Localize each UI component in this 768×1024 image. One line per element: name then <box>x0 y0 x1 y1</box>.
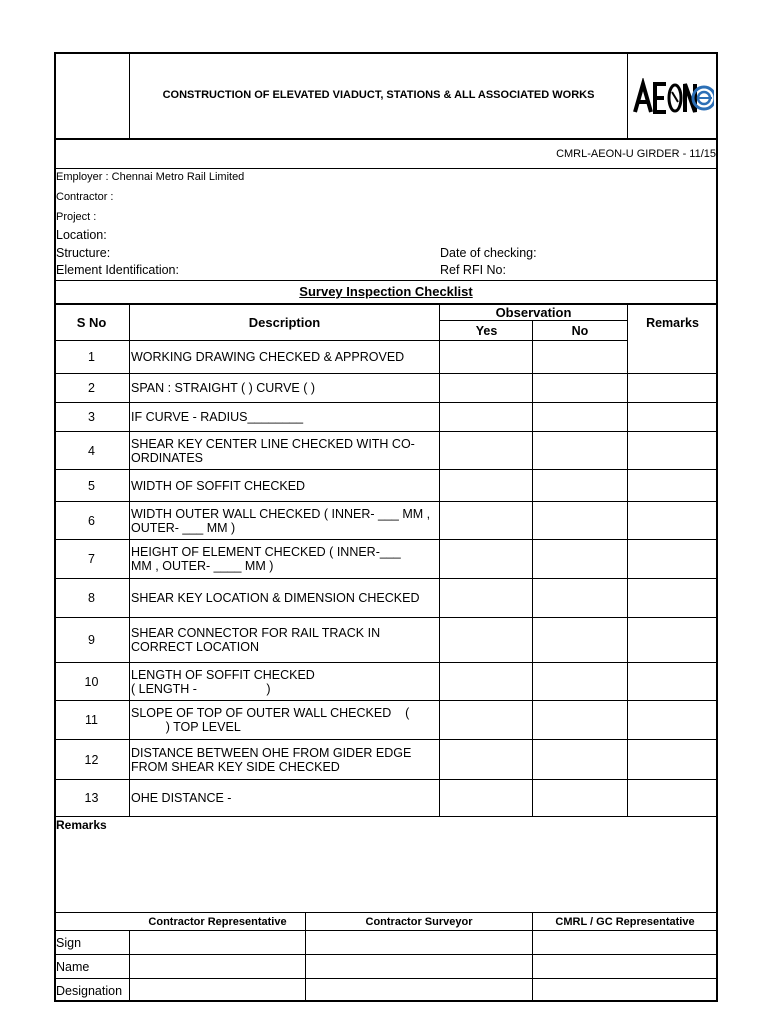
row-description <box>130 403 439 431</box>
remarks-label: Remarks <box>56 818 107 832</box>
row-sno: 11 <box>85 713 98 727</box>
row-sno: 9 <box>88 633 95 647</box>
row-description-line: WIDTH OF SOFFIT CHECKED <box>131 478 306 493</box>
row-description <box>130 502 439 539</box>
date-of-checking-label: Date of checking: <box>440 246 537 260</box>
remarks-area[interactable] <box>56 834 716 912</box>
row-description-line: WORKING DRAWING CHECKED & APPROVED <box>131 350 405 364</box>
row-description <box>130 432 439 469</box>
row-sno: 2 <box>88 381 95 395</box>
row-description <box>130 740 439 779</box>
row-description-line: IF CURVE - RADIUS________ <box>131 410 304 424</box>
document-reference: CMRL-AEON-U GIRDER - 11/15 <box>556 148 716 160</box>
divider <box>439 303 440 817</box>
project-label: Project : <box>56 211 97 223</box>
structure-label: Structure: <box>56 246 111 260</box>
column-header-no: No <box>571 323 589 338</box>
row-description-line: ORDINATES <box>131 450 203 465</box>
signoff-row-designation: Designation <box>56 983 123 998</box>
row-description-line: FROM SHEAR KEY SIDE CHECKED <box>131 759 340 774</box>
signoff-row-name: Name <box>56 959 90 974</box>
divider <box>54 978 718 979</box>
column-header-observation: Observation <box>495 304 572 320</box>
contractor-label: Contractor : <box>56 191 114 203</box>
signoff-header-cmrl-gc-representative: CMRL / GC Representative <box>555 915 695 928</box>
column-header-yes: Yes <box>475 323 498 338</box>
row-description-line: SPAN : STRAIGHT ( ) CURVE ( ) <box>131 381 316 395</box>
row-description <box>130 540 439 578</box>
row-sno: 3 <box>88 410 95 424</box>
signoff-header-contractor-surveyor: Contractor Surveyor <box>365 915 473 928</box>
divider <box>54 930 718 931</box>
location-label: Location: <box>56 228 107 242</box>
row-sno: 1 <box>88 350 95 364</box>
row-description <box>130 780 439 816</box>
divider <box>54 168 718 169</box>
row-description-line: ( LENGTH - ) <box>131 681 271 696</box>
row-sno: 12 <box>84 752 99 767</box>
row-description-line: OHE DISTANCE - <box>131 791 232 805</box>
divider <box>440 320 628 321</box>
divider <box>129 930 130 1002</box>
column-header-remarks: Remarks <box>646 315 699 330</box>
row-description <box>130 341 439 373</box>
row-description <box>130 374 439 402</box>
row-description-line: OUTER- ___ MM ) <box>131 520 236 535</box>
row-description-line: HEIGHT OF ELEMENT CHECKED ( INNER-___ <box>131 545 401 559</box>
row-sno: 5 <box>88 478 95 493</box>
row-description-line: SHEAR KEY CENTER LINE CHECKED WITH CO- <box>131 436 415 451</box>
divider <box>54 816 718 817</box>
row-sno: 13 <box>84 791 99 805</box>
column-header-description: Description <box>248 314 321 330</box>
row-description-line: ) TOP LEVEL <box>131 720 241 734</box>
row-sno: 8 <box>88 591 95 605</box>
row-description-line: SHEAR CONNECTOR FOR RAIL TRACK IN <box>131 626 381 640</box>
column-header-sno: S No <box>76 314 107 330</box>
row-sno: 6 <box>88 513 95 528</box>
document-title: CONSTRUCTION OF ELEVATED VIADUCT, STATIONS & ALL ASSOCIATED WORKS <box>162 89 595 101</box>
divider <box>532 320 533 817</box>
row-description-line: LENGTH OF SOFFIT CHECKED <box>131 667 315 682</box>
signoff-row-sign: Sign <box>56 935 82 950</box>
row-description <box>130 470 439 501</box>
row-sno: 4 <box>88 443 95 458</box>
row-description <box>130 618 439 662</box>
header-divider-right <box>627 52 628 139</box>
ref-rfi-label: Ref RFI No: <box>440 263 506 277</box>
row-description-line: WIDTH OUTER WALL CHECKED ( INNER- ___ MM , <box>131 506 431 521</box>
row-sno: 10 <box>84 674 99 689</box>
checklist-title: Survey Inspection Checklist <box>299 284 473 299</box>
row-description-line: CORRECT LOCATION <box>131 640 260 654</box>
employer-label: Employer : Chennai Metro Rail Limited <box>56 171 245 183</box>
row-description-line: SLOPE OF TOP OF OUTER WALL CHECKED ( <box>131 706 410 720</box>
aeon-logo-text: AEON <box>672 116 675 117</box>
row-description-line: SHEAR KEY LOCATION & DIMENSION CHECKED <box>131 591 420 605</box>
divider <box>627 303 628 817</box>
aeon-logo <box>632 78 714 118</box>
row-description-line: MM , OUTER- ____ MM ) <box>131 559 274 573</box>
row-description-line: DISTANCE BETWEEN OHE FROM GIDER EDGE <box>131 745 412 760</box>
element-identification-label: Element Identification: <box>56 263 179 277</box>
row-sno: 7 <box>88 552 95 566</box>
signoff-header-contractor-representative: Contractor Representative <box>148 915 287 928</box>
divider <box>54 954 718 955</box>
row-description <box>130 579 439 617</box>
row-description <box>130 663 439 700</box>
row-description <box>130 701 439 739</box>
